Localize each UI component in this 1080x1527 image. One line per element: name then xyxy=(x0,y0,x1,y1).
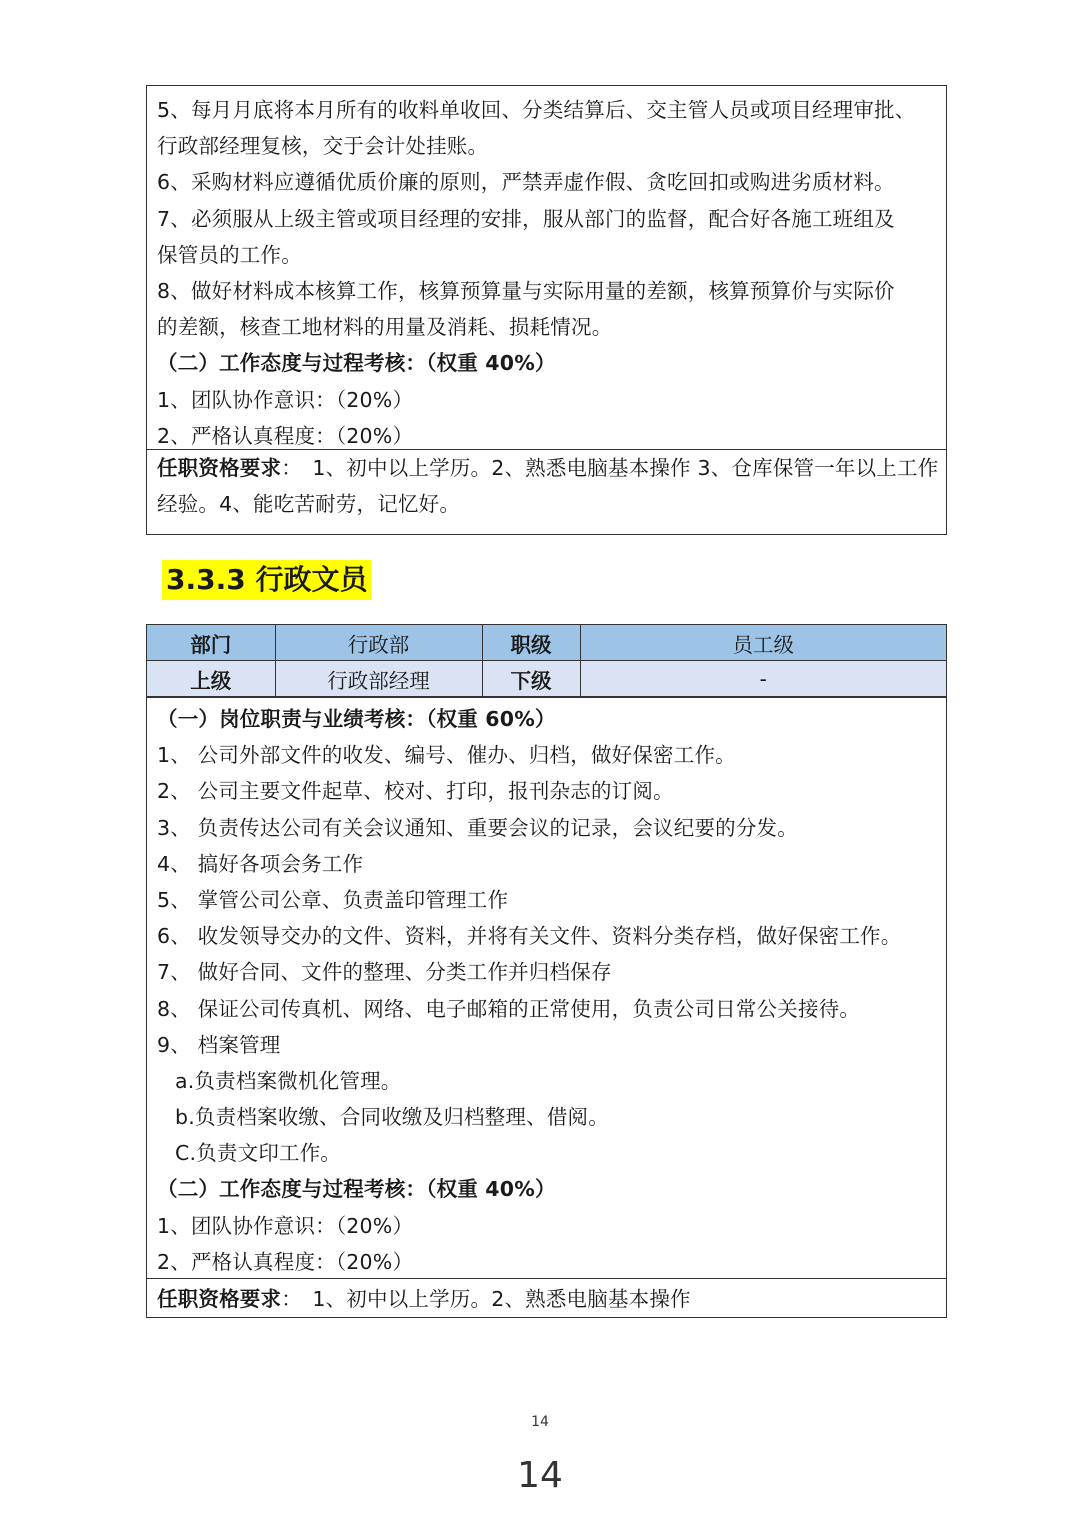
archive-item: b.负责档案收缴、合同收缴及归档整理、借阅。 xyxy=(175,1105,609,1130)
admin-clerk-table xyxy=(146,624,947,1318)
archive-item: a.负责档案微机化管理。 xyxy=(175,1068,402,1093)
duty-item: 7、 做好合同、文件的整理、分类工作并归档保存 xyxy=(157,960,612,985)
dept-value: 行政部 xyxy=(275,625,482,661)
level-label: 职级 xyxy=(482,625,580,661)
subordinate-value: - xyxy=(580,661,946,697)
attitude-item: 2、严格认真程度：（20%） xyxy=(157,423,414,448)
duty-item: 5、 掌管公司公章、负责盖印管理工作 xyxy=(157,887,509,912)
subordinate-label: 下级 xyxy=(482,661,580,697)
table-row xyxy=(147,625,946,661)
duty-line: 5、每月月底将本月所有的收料单收回、分类结算后、交主管人员或项目经理审批、 xyxy=(157,98,916,122)
requirements-label: 任职资格要求 xyxy=(157,456,282,480)
page-number-large: 14 xyxy=(517,1455,563,1496)
duty-item: 3、 负责传达公司有关会议通知、重要会议的记录，会议纪要的分发。 xyxy=(157,815,798,840)
duty-item: 1、 公司外部文件的收发、编号、催办、归档，做好保密工作。 xyxy=(157,743,736,768)
duty-title: （一）岗位职责与业绩考核：（权重 60%） xyxy=(157,707,556,731)
duty-item: 6、 收发领导交办的文件、资料，并将有关文件、资料分类存档，做好保密工作。 xyxy=(157,924,902,949)
attitude-item: 1、团队协作意识：（20%） xyxy=(157,1213,414,1238)
duty-line: 保管员的工作。 xyxy=(157,242,302,267)
requirements-label: 任职资格要求 xyxy=(157,1287,282,1311)
duty-line: 7、必须服从上级主管或项目经理的安排，服从部门的监督，配合好各施工班组及 xyxy=(157,206,895,231)
attitude-item: 2、严格认真程度：（20%） xyxy=(157,1249,414,1274)
attitude-item: 1、团队协作意识：（20%） xyxy=(157,387,414,412)
requirements-text: ： 1、初中以上学历。2、熟悉电脑基本操作 3、仓库保管一年以上工作经验。4、能吃苦耐劳，记忆好。 xyxy=(157,456,939,517)
position-info-table xyxy=(147,625,946,697)
duty-line: 行政部经理复核，交于会计处挂账。 xyxy=(157,134,489,159)
duty-item: 4、 搞好各项会务工作 xyxy=(157,851,364,876)
duty-item: 9、 档案管理 xyxy=(157,1032,281,1057)
qualification-requirements xyxy=(147,450,946,522)
duty-item: 8、 保证公司传真机、网络、电子邮箱的正常使用，负责公司日常公关接待。 xyxy=(157,996,861,1021)
duty-item: 2、 公司主要文件起草、校对、打印，报刊杂志的订阅。 xyxy=(157,779,674,804)
table-row xyxy=(147,661,946,697)
archive-item: C.负责文印工作。 xyxy=(175,1141,342,1166)
level-value: 员工级 xyxy=(580,625,946,661)
page-number-small: 14 xyxy=(531,1414,549,1430)
duty-list xyxy=(147,86,946,450)
duty-line: 的差额，核查工地材料的用量及消耗、损耗情况。 xyxy=(157,315,613,340)
superior-value: 行政部经理 xyxy=(275,661,482,697)
duty-list xyxy=(147,697,946,1279)
section-heading: 3.3.3 行政文员 xyxy=(162,560,371,600)
responsibility-table-continued xyxy=(146,85,947,535)
requirements-text: ： 1、初中以上学历。2、熟悉电脑基本操作 xyxy=(281,1287,691,1311)
duty-line: 6、采购材料应遵循优质价廉的原则，严禁弄虚作假、贪吃回扣或购进劣质材料。 xyxy=(157,170,895,195)
attitude-title: （二）工作态度与过程考核：（权重 40%） xyxy=(157,351,556,376)
dept-label: 部门 xyxy=(147,625,275,661)
attitude-title: （二）工作态度与过程考核：（权重 40%） xyxy=(157,1177,556,1202)
superior-label: 上级 xyxy=(147,661,275,697)
qualification-requirements xyxy=(147,1279,946,1317)
duty-line: 8、做好材料成本核算工作，核算预算量与实际用量的差额，核算预算价与实际价 xyxy=(157,278,895,303)
